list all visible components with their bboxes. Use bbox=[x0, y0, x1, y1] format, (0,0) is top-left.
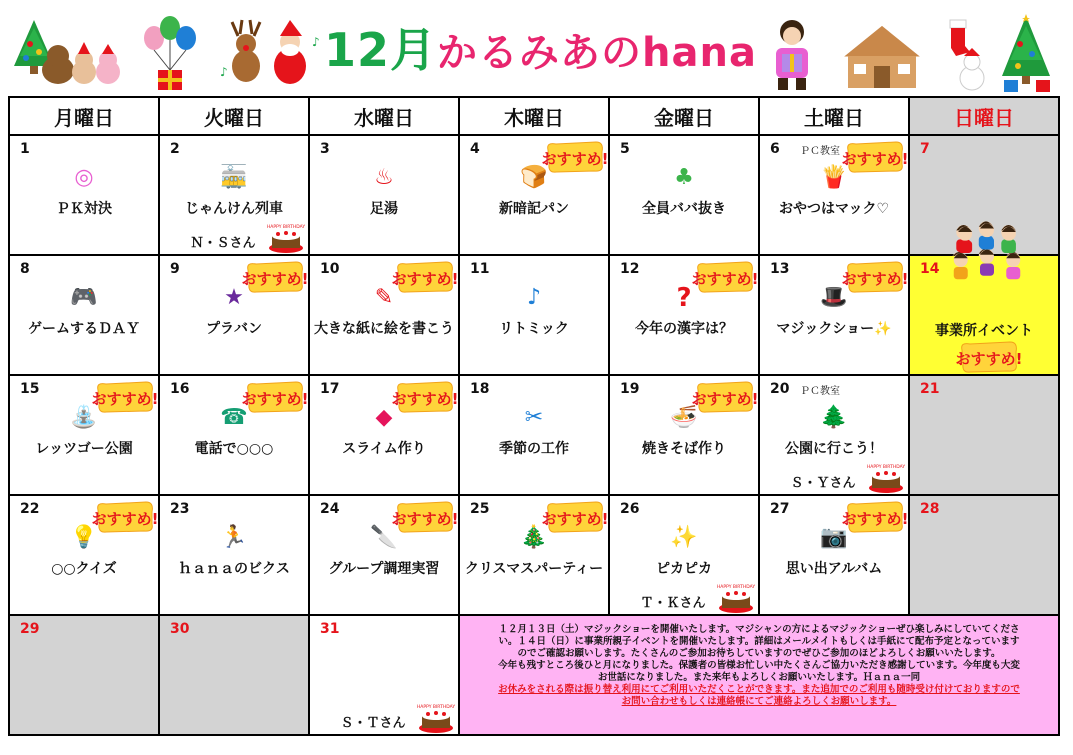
children-group-illustration bbox=[946, 218, 1028, 288]
recommend-sticker-label: おすすめ! bbox=[691, 390, 759, 408]
day-cell bbox=[9, 375, 159, 495]
hot-spring-icon: ♨ bbox=[374, 165, 394, 190]
event-label: ＰＫ対決 bbox=[56, 201, 112, 217]
club-icon: ♣ bbox=[674, 165, 694, 190]
birthday-cake-label: HAPPY BIRTHDAY bbox=[866, 465, 906, 470]
day-cell bbox=[309, 255, 459, 375]
recommend-sticker-label: おすすめ! bbox=[391, 390, 459, 408]
day-cell bbox=[909, 375, 1059, 495]
park-icon: 🌲 bbox=[820, 405, 848, 430]
gamepad-icon: 🎮 bbox=[70, 285, 98, 310]
recommend-sticker-label: おすすめ! bbox=[841, 510, 909, 528]
recommend-sticker bbox=[955, 340, 1023, 374]
recommend-sticker-label: おすすめ! bbox=[241, 270, 309, 288]
exercise-icon: 🏃 bbox=[220, 525, 248, 550]
date-number: 22 bbox=[20, 501, 40, 517]
event-label: 足湯 bbox=[370, 201, 398, 217]
day-cell bbox=[159, 615, 309, 735]
day-cell bbox=[9, 615, 159, 735]
pencil-icon: ✎ bbox=[374, 285, 394, 310]
recommend-sticker-label: おすすめ! bbox=[841, 270, 909, 288]
target-icon: ◎ bbox=[74, 165, 94, 190]
event-label: 思い出アルバム bbox=[785, 561, 883, 577]
day-cell bbox=[309, 135, 459, 255]
date-number: 6 bbox=[770, 141, 780, 157]
date-number: 7 bbox=[920, 141, 930, 157]
svg-text:♪: ♪ bbox=[220, 65, 228, 79]
event-label: 全員ババ抜き bbox=[642, 201, 726, 217]
day-cell bbox=[759, 135, 909, 255]
day-cell bbox=[609, 255, 759, 375]
date-number: 29 bbox=[20, 621, 40, 637]
birthday-cake-label: HAPPY BIRTHDAY bbox=[416, 705, 456, 710]
calendar-week-row bbox=[9, 375, 1059, 495]
recommend-sticker-label: おすすめ! bbox=[541, 150, 609, 168]
date-number: 13 bbox=[770, 261, 790, 277]
date-number: 16 bbox=[170, 381, 190, 397]
day-cell bbox=[159, 375, 309, 495]
event-label: 今年の漢字は？ bbox=[635, 321, 733, 337]
event-label: ピカピカ bbox=[656, 561, 712, 577]
event-label: クリスマスパーティー bbox=[464, 561, 604, 577]
date-number: 27 bbox=[770, 501, 790, 517]
recommend-sticker-label: おすすめ! bbox=[91, 390, 159, 408]
knife-icon: 🔪 bbox=[370, 525, 398, 550]
notice-line: 今年も残すところ後ひと月になりました。保護者の皆様お忙しい中たくさんご協力いただき感謝しています。今年度も大変 bbox=[498, 660, 1020, 671]
notice-important-line: お問い合わせもしくは連絡帳にてご連絡よろしくお願いします。 bbox=[621, 696, 897, 707]
calendar-week-row bbox=[9, 255, 1059, 375]
date-number: 2 bbox=[170, 141, 180, 157]
pc-class-label: ＰＣ教室 bbox=[800, 386, 840, 397]
christmas-tree-icon: 🎄 bbox=[520, 525, 548, 550]
calendar-week-row bbox=[9, 615, 1059, 735]
recommend-sticker-label: おすすめ! bbox=[841, 150, 909, 168]
bread-icon: 🍞 bbox=[520, 165, 548, 190]
scissors-icon: ✂ bbox=[524, 405, 544, 430]
question-icon: ? bbox=[676, 283, 692, 313]
day-cell bbox=[459, 255, 609, 375]
notice-line: お世話になりました。また来年もよろしくお願いいたします。Ｈａｎａ一同 bbox=[597, 672, 921, 683]
date-number: 15 bbox=[20, 381, 40, 397]
music-note-icon: ♪ bbox=[526, 285, 542, 310]
date-number: 18 bbox=[470, 381, 490, 397]
date-number: 26 bbox=[620, 501, 640, 517]
weekday-header-sunday: 日曜日 bbox=[909, 97, 1059, 135]
gingerbread-house-illustration bbox=[834, 20, 930, 90]
event-label: おやつはマック♡ bbox=[779, 201, 889, 217]
birthday-label: Ｓ・Ｙさん bbox=[790, 476, 856, 491]
event-label: ○○クイズ bbox=[51, 561, 117, 577]
birthday-label: Ｔ・Ｋさん bbox=[640, 596, 706, 611]
svg-text:♪: ♪ bbox=[312, 35, 320, 49]
day-cell bbox=[909, 255, 1059, 375]
date-number: 11 bbox=[470, 261, 490, 277]
event-label: グループ調理実習 bbox=[328, 561, 440, 577]
birthday-cake-icon bbox=[868, 462, 904, 494]
recommend-sticker-label: おすすめ! bbox=[691, 270, 759, 288]
date-number: 25 bbox=[470, 501, 490, 517]
date-number: 31 bbox=[320, 621, 340, 637]
star-icon: ★ bbox=[224, 285, 244, 310]
park-icon: ⛲ bbox=[70, 405, 98, 430]
camera-icon: 📷 bbox=[820, 525, 848, 550]
birthday-cake-label: HAPPY BIRTHDAY bbox=[716, 585, 756, 590]
title-name: かるみあのhana bbox=[437, 30, 757, 76]
date-number: 8 bbox=[20, 261, 30, 277]
recommend-sticker-label: おすすめ! bbox=[91, 510, 159, 528]
recommend-sticker-label: おすすめ! bbox=[391, 270, 459, 288]
weekday-header: 火曜日 bbox=[159, 97, 309, 135]
page-title bbox=[324, 22, 757, 81]
day-cell bbox=[459, 135, 609, 255]
birthday-cake-icon bbox=[718, 582, 754, 614]
train-icon: 🚋 bbox=[220, 165, 248, 190]
recommend-sticker-label: おすすめ! bbox=[541, 510, 609, 528]
calendar-week-row bbox=[9, 495, 1059, 615]
date-number: 23 bbox=[170, 501, 190, 517]
event-label: リトミック bbox=[499, 321, 569, 337]
day-cell bbox=[309, 495, 459, 615]
christmas-tree-animals-illustration bbox=[6, 18, 126, 86]
notice-line: １２月１３日（土）マジックショーを開催いたします。マジシャンの方によるマジックショーぜひ楽しみにしていてくださ bbox=[498, 624, 1020, 635]
day-cell bbox=[909, 495, 1059, 615]
title-month: 12月 bbox=[324, 23, 438, 77]
weekday-header: 木曜日 bbox=[459, 97, 609, 135]
day-cell bbox=[609, 135, 759, 255]
lightbulb-icon: 💡 bbox=[70, 525, 98, 550]
notice-box bbox=[459, 615, 1059, 735]
date-number: 21 bbox=[920, 381, 940, 397]
day-cell bbox=[459, 495, 609, 615]
weekday-header: 金曜日 bbox=[609, 97, 759, 135]
day-cell bbox=[9, 255, 159, 375]
date-number: 12 bbox=[620, 261, 640, 277]
reindeer-santa-illustration bbox=[216, 16, 322, 90]
day-cell bbox=[759, 255, 909, 375]
notice-line: い。１４日（日）に事業所親子イベントを開催いたします。詳細はメールメイトもしくは手紙にて配布予定となっています bbox=[498, 636, 1020, 647]
event-label: 事業所イベント bbox=[935, 323, 1033, 339]
day-cell bbox=[309, 615, 459, 735]
notice-body bbox=[460, 616, 1058, 708]
pc-class-label: ＰＣ教室 bbox=[800, 146, 840, 157]
birthday-cake-label: HAPPY BIRTHDAY bbox=[266, 225, 306, 230]
notice-important-line: お休みをされる際は振り替え利用にてご利用いただくことができます。また追加でのご利用も随時受け付けておりますので bbox=[498, 684, 1020, 695]
balloons-gift-illustration bbox=[140, 14, 202, 92]
calendar-table bbox=[8, 96, 1060, 736]
event-label: 電話で○○○ bbox=[194, 441, 274, 457]
birthday-cake-icon bbox=[418, 702, 454, 734]
event-label: 大きな紙に絵を書こう bbox=[314, 321, 454, 337]
event-label: ｈａｎａのビクス bbox=[178, 561, 290, 577]
event-label: ゲームするＤＡＹ bbox=[28, 321, 140, 337]
noodles-icon: 🍜 bbox=[670, 405, 698, 430]
date-number: 19 bbox=[620, 381, 640, 397]
day-cell bbox=[459, 375, 609, 495]
day-cell bbox=[9, 495, 159, 615]
event-label: プラバン bbox=[206, 321, 262, 337]
date-number: 3 bbox=[320, 141, 330, 157]
day-cell bbox=[9, 135, 159, 255]
date-number: 4 bbox=[470, 141, 480, 157]
day-cell bbox=[759, 495, 909, 615]
fries-icon: 🍟 bbox=[820, 165, 848, 190]
day-cell bbox=[609, 495, 759, 615]
date-number: 14 bbox=[920, 261, 940, 277]
header bbox=[0, 0, 1073, 95]
diamond-icon: ◆ bbox=[375, 405, 393, 430]
calendar-week-row bbox=[9, 135, 1059, 255]
recommend-sticker-label: おすすめ! bbox=[391, 510, 459, 528]
day-cell bbox=[309, 375, 459, 495]
notice-line: のでご確認お願いします。たくさんのご参加お待ちしていますのでぜひご参加のほどよろしくお願いいたします。 bbox=[517, 648, 1001, 659]
date-number: 24 bbox=[320, 501, 340, 517]
weekday-header: 土曜日 bbox=[759, 97, 909, 135]
sparkle-icon: ✨ bbox=[670, 525, 698, 550]
event-label: 焼きそば作り bbox=[642, 441, 726, 457]
christmas-tree-illustration bbox=[996, 14, 1056, 94]
event-label: レッツゴー公園 bbox=[35, 441, 133, 457]
day-cell bbox=[159, 135, 309, 255]
date-number: 20 bbox=[770, 381, 790, 397]
day-cell bbox=[159, 495, 309, 615]
date-number: 17 bbox=[320, 381, 340, 397]
event-label: 公園に行こう！ bbox=[785, 441, 883, 457]
date-number: 30 bbox=[170, 621, 190, 637]
event-label: じゃんけん列車 bbox=[185, 201, 283, 217]
day-cell bbox=[759, 375, 909, 495]
date-number: 28 bbox=[920, 501, 940, 517]
weekday-header: 月曜日 bbox=[9, 97, 159, 135]
girl-present-illustration bbox=[760, 16, 824, 92]
birthday-label: Ｎ・Ｓさん bbox=[190, 236, 256, 251]
day-cell bbox=[159, 255, 309, 375]
birthday-label: Ｓ・Ｔさん bbox=[340, 716, 406, 731]
recommend-sticker-label: おすすめ! bbox=[241, 390, 309, 408]
date-number: 1 bbox=[20, 141, 30, 157]
event-label: スライム作り bbox=[342, 441, 426, 457]
birthday-cake-icon bbox=[268, 222, 304, 254]
event-label: 季節の工作 bbox=[499, 441, 569, 457]
snowman-illustration bbox=[956, 50, 988, 92]
event-label: マジックショー✨ bbox=[776, 321, 892, 337]
weekday-header-row bbox=[9, 97, 1059, 135]
telephone-icon: ☎ bbox=[220, 405, 248, 430]
recommend-sticker-label: おすすめ! bbox=[955, 350, 1023, 368]
event-label: 新暗記パン bbox=[499, 201, 569, 217]
magic-hat-icon: 🎩 bbox=[820, 285, 848, 310]
weekday-header: 水曜日 bbox=[309, 97, 459, 135]
date-number: 9 bbox=[170, 261, 180, 277]
day-cell bbox=[609, 375, 759, 495]
date-number: 5 bbox=[620, 141, 630, 157]
date-number: 10 bbox=[320, 261, 340, 277]
